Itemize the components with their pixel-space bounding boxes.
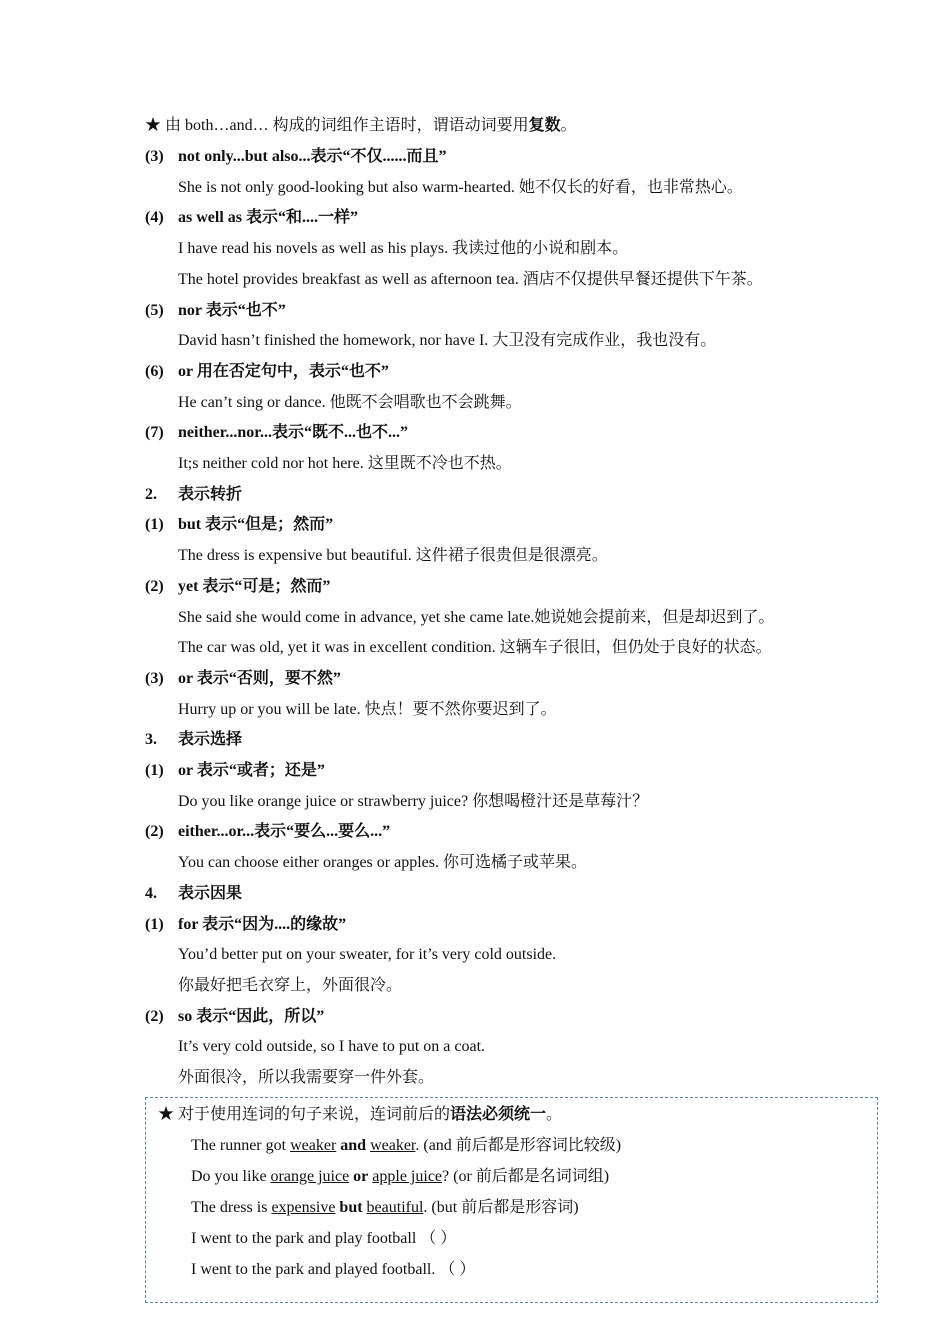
item-heading: either...or...表示“要么...要么...”: [178, 823, 391, 840]
box-example-3: The dress is expensive but beautiful. (but 前后都是形容词): [191, 1199, 579, 1216]
example-sentence: 你最好把毛衣穿上，外面很冷。: [178, 977, 403, 994]
item-heading: not only...but also...表示“不仅......而且”: [178, 148, 447, 165]
item-number: (3): [145, 670, 164, 687]
item-number: (1): [145, 762, 164, 779]
example-sentence: She said she would come in advance, yet she came late.她说她会提前来，但是却迟到了。: [178, 609, 775, 626]
item-heading: or 用在否定句中，表示“也不”: [178, 363, 389, 380]
item-number: (2): [145, 823, 164, 840]
example-sentence: The dress is expensive but beautiful. 这件裙子很贵但是很漂亮。: [178, 547, 608, 564]
item-heading: 表示因果: [178, 885, 243, 902]
example-sentence: She is not only good-looking but also warm-hearted. 她不仅长的好看，也非常热心。: [178, 179, 743, 196]
box-note: ★ 对于使用连词的句子来说，连词前后的语法必须统一。: [158, 1106, 563, 1123]
grammar-note-box: [145, 1097, 878, 1303]
box-example-2: Do you like orange juice or apple juice? (or 前后都是名词词组): [191, 1168, 610, 1185]
item-heading: so 表示“因此，所以”: [178, 1008, 325, 1025]
example-sentence: 外面很冷，所以我需要穿一件外套。: [178, 1069, 435, 1086]
example-sentence: It’s very cold outside, so I have to put on a coat.: [178, 1038, 486, 1055]
star-icon: ★: [145, 117, 162, 134]
item-number: 3.: [145, 731, 157, 748]
star-icon: ★: [158, 1106, 175, 1123]
item-heading: for 表示“因为....的缘故”: [178, 916, 347, 933]
item-number: (2): [145, 1008, 164, 1025]
item-number: (4): [145, 209, 164, 226]
example-sentence: Hurry up or you will be late. 快点！要不然你要迟到了。: [178, 701, 557, 718]
example-sentence: The car was old, yet it was in excellent condition. 这辆车子很旧，但仍处于良好的状态。: [178, 639, 772, 656]
item-heading: but 表示“但是；然而”: [178, 516, 334, 533]
item-number: (1): [145, 916, 164, 933]
item-heading: 表示选择: [178, 731, 243, 748]
item-number: 4.: [145, 885, 157, 902]
note-plural-verb: ★ 由 both…and… 构成的词组作主语时，谓语动词要用复数。: [145, 117, 577, 134]
box-example-1: The runner got weaker and weaker. (and 前后都是形容词比较级): [191, 1137, 622, 1154]
example-sentence: David hasn’t finished the homework, nor have I. 大卫没有完成作业，我也没有。: [178, 332, 717, 349]
item-heading: yet 表示“可是；然而”: [178, 578, 331, 595]
item-number: (2): [145, 578, 164, 595]
item-heading: 表示转折: [178, 486, 243, 503]
example-sentence: You’d better put on your sweater, for it’s very cold outside.: [178, 946, 557, 963]
item-heading: nor 表示“也不”: [178, 302, 286, 319]
item-number: (6): [145, 363, 164, 380]
example-sentence: You can choose either oranges or apples. 你可选橘子或苹果。: [178, 854, 587, 871]
item-heading: neither...nor...表示“既不...也不...”: [178, 424, 408, 441]
example-sentence: The hotel provides breakfast as well as afternoon tea. 酒店不仅提供早餐还提供下午茶。: [178, 271, 763, 288]
box-example-5: I went to the park and played football. （ ）: [191, 1261, 476, 1278]
item-number: (3): [145, 148, 164, 165]
item-heading: or 表示“否则，要不然”: [178, 670, 341, 687]
item-number: (1): [145, 516, 164, 533]
example-sentence: It;s neither cold nor hot here. 这里既不冷也不热。: [178, 455, 512, 472]
item-heading: or 表示“或者；还是”: [178, 762, 325, 779]
item-number: (5): [145, 302, 164, 319]
example-sentence: I have read his novels as well as his plays. 我读过他的小说和剧本。: [178, 240, 629, 257]
item-number: (7): [145, 424, 164, 441]
item-number: 2.: [145, 486, 157, 503]
example-sentence: Do you like orange juice or strawberry juice? 你想喝橙汁还是草莓汁？: [178, 793, 649, 810]
item-heading: as well as 表示“和....一样”: [178, 209, 359, 226]
box-example-4: I went to the park and play football （ ）: [191, 1230, 457, 1247]
example-sentence: He can’t sing or dance. 他既不会唱歌也不会跳舞。: [178, 394, 522, 411]
